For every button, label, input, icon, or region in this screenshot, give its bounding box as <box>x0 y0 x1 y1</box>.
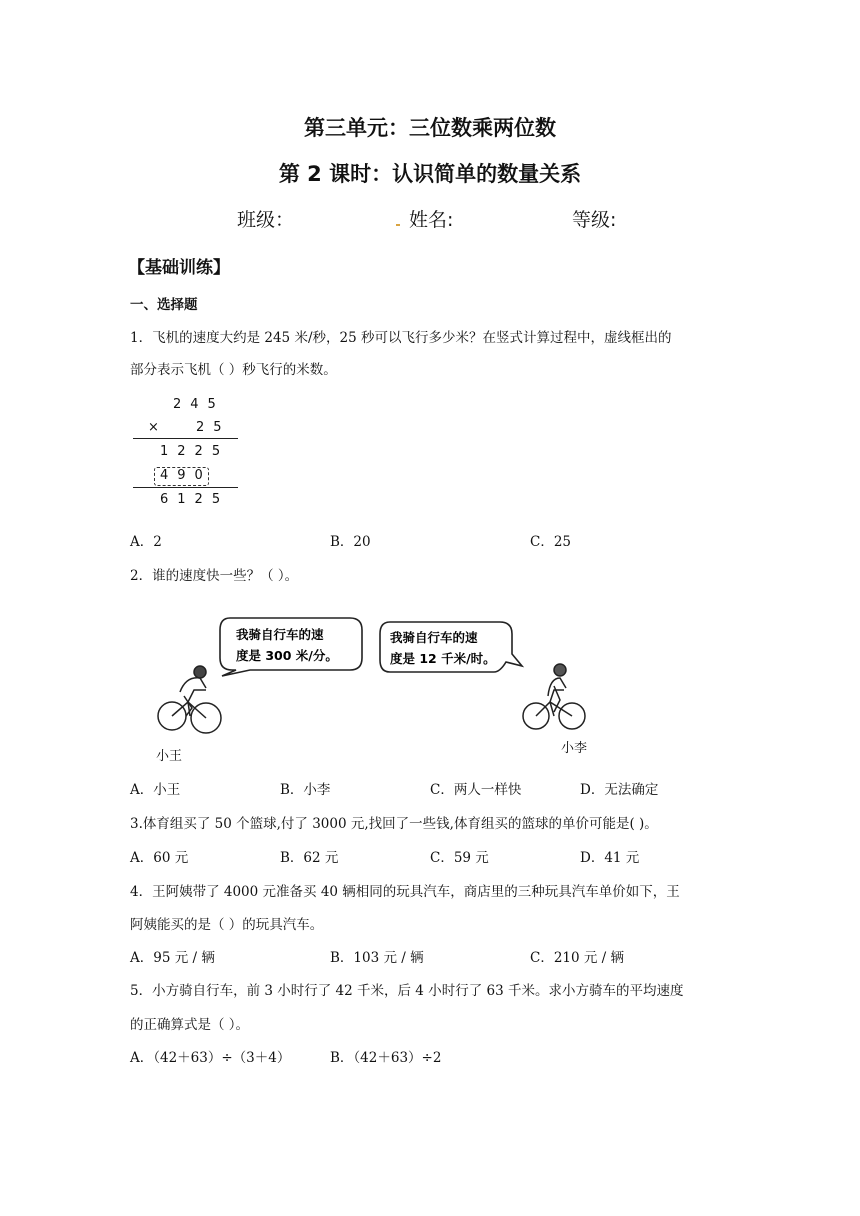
q5-line2: 的正确算式是（ ）。 <box>130 1017 250 1033</box>
q1-line1: 1．飞机的速度大约是 245 米/秒，25 秒可以飞行多少米？在竖式计算过程中，虚线框出的 <box>130 330 672 346</box>
q4-line1: 4．王阿姨带了 4000 元准备买 40 辆相同的玩具汽车，商店里的三种玩具汽车单价如下，王 <box>130 884 680 900</box>
lesson-title: 第 2 课时：认识简单的数量关系 <box>278 162 582 186</box>
q4-option-c: C．210 元 / 辆 <box>530 950 625 966</box>
part-title: 一、选择题 <box>130 297 198 313</box>
cyclist-right-icon-art <box>520 660 590 735</box>
q2-option-c: C．两人一样快 <box>430 782 522 798</box>
grade-label: 等级: <box>572 209 617 231</box>
q3-option-d: D．41 元 <box>580 850 640 866</box>
q4-option-b: B．103 元 / 辆 <box>330 950 424 966</box>
vm-row5: 6125 <box>160 492 230 507</box>
q4-line2: 阿姨能买的是（ ）的玩具汽车。 <box>130 917 324 933</box>
q1-option-a: A．2 <box>130 534 162 550</box>
q5-option-a: A．（42＋63）÷（3＋4） <box>130 1050 291 1066</box>
q3-option-c: C．59 元 <box>430 850 489 866</box>
q2-option-b: B．小李 <box>280 782 331 798</box>
vm-row2: 25 <box>196 420 231 435</box>
vm-operator: × <box>148 420 168 435</box>
q5-option-b: B．（42＋63）÷2 <box>330 1050 442 1066</box>
speech-bubble-left <box>220 618 362 676</box>
q2-option-a: A．小王 <box>130 782 181 798</box>
bubble-left-line2: 度是 300 米/分。 <box>236 648 338 663</box>
vm-row3: 1225 <box>160 444 230 459</box>
unit-title: 第三单元：三位数乘两位数 <box>304 116 556 140</box>
vm-rule1 <box>133 438 238 439</box>
q2-illustration <box>150 612 530 782</box>
q5-line1: 5．小方骑自行车，前 3 小时行了 42 千米，后 4 小时行了 63 千米。求小方骑车的平均速度 <box>130 983 684 999</box>
q1-line2: 部分表示飞机（ ）秒飞行的米数。 <box>130 362 337 378</box>
q3-option-a: A．60 元 <box>130 850 189 866</box>
bubble-right-line1: 我骑自行车的速 <box>390 630 478 645</box>
small-mark <box>396 224 400 226</box>
vm-rule2 <box>133 487 238 488</box>
name-xiaoli: 小李 <box>561 741 588 756</box>
class-label: 班级： <box>237 209 295 231</box>
name-xiaowang: 小王 <box>156 749 183 764</box>
q4-option-a: A．95 元 / 辆 <box>130 950 215 966</box>
q2-option-d: D．无法确定 <box>580 782 659 798</box>
speech-bubble-right <box>380 622 522 672</box>
bubble-left-line1: 我骑自行车的速 <box>236 627 324 642</box>
name-label: 姓名: <box>409 209 454 231</box>
vm-row1: 245 <box>173 397 225 412</box>
bubble-right-line2: 度是 12 千米/时。 <box>390 651 496 666</box>
q3-text: 3.体育组买了 50 个篮球,付了 3000 元,找回了一些钱,体育组买的篮球的单价可能是( )。 <box>130 816 658 832</box>
q2-text: 2．谁的速度快一些？（ ）。 <box>130 568 299 584</box>
q1-option-b: B．20 <box>330 534 371 550</box>
q3-option-b: B．62 元 <box>280 850 339 866</box>
vm-row4: 490 <box>160 468 212 483</box>
section-title: 【基础训练】 <box>128 258 230 278</box>
q1-option-c: C．25 <box>530 534 572 550</box>
cyclist-left-icon <box>158 666 221 733</box>
